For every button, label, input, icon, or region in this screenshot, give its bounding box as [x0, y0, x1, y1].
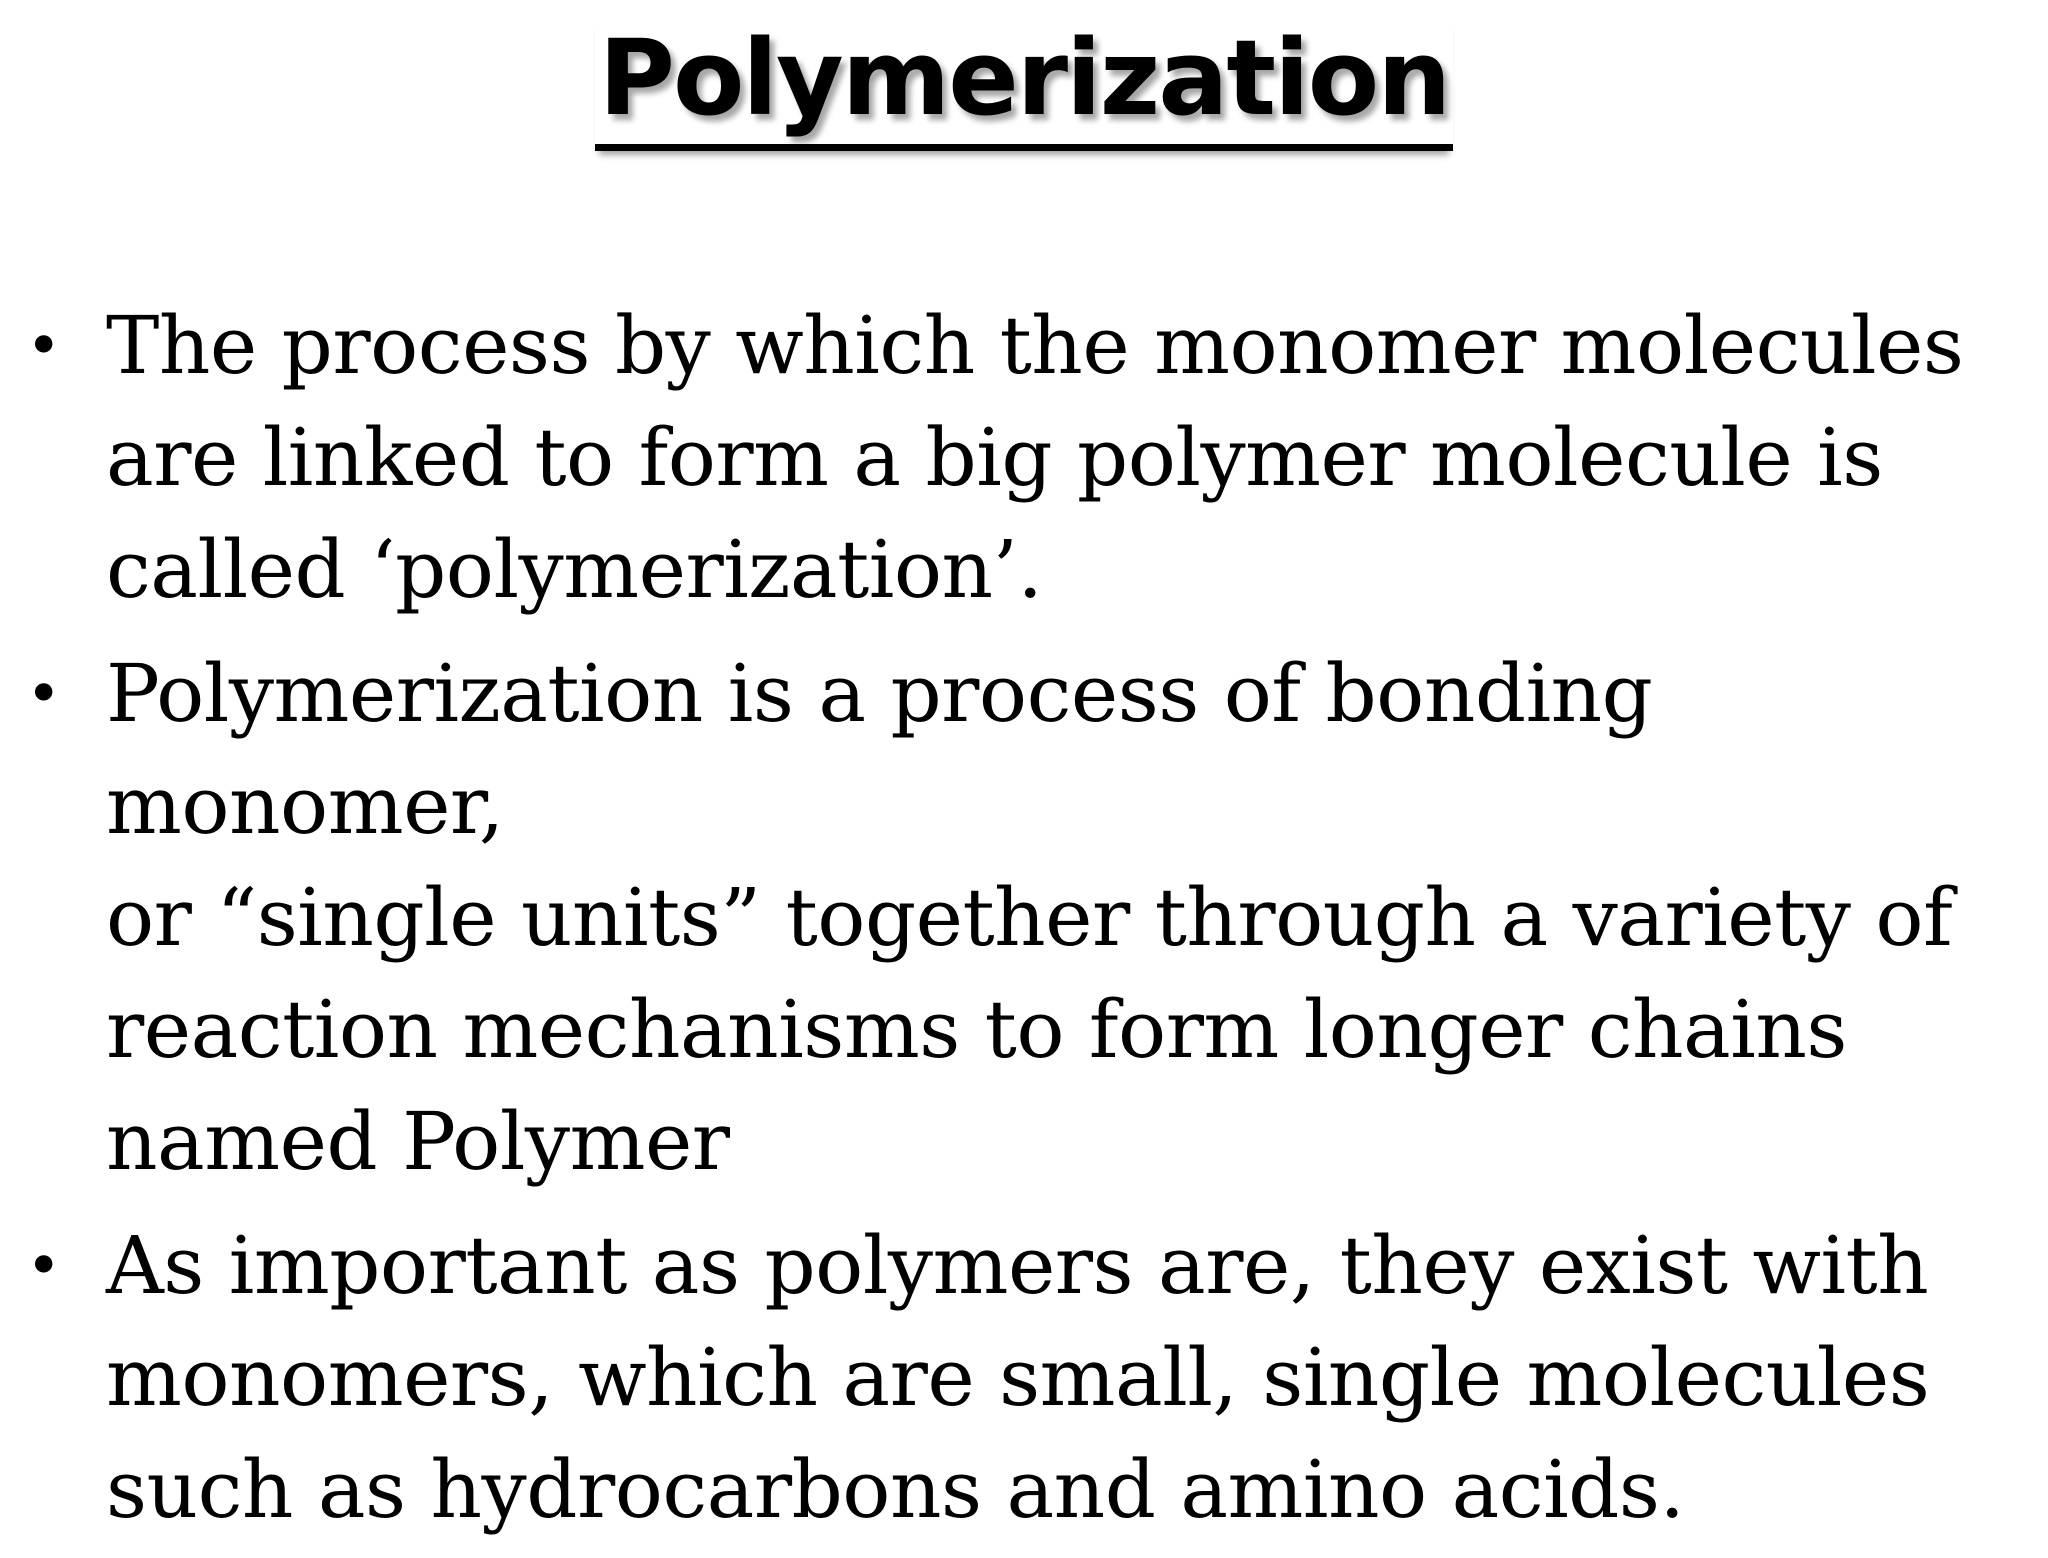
slide-title [0, 18, 2048, 151]
bullet-item [0, 1210, 2006, 1546]
bullet-item [0, 638, 2006, 1198]
bullet-text: The process by which the monomer molecules are linked to form a big polymer molecule is called ‘polymerization’. [106, 299, 1964, 616]
bullet-text: Polymerization is a process of bonding monomer, or “single units” together through a variety of reaction mechanisms to form longer chains named Polymer [106, 647, 1953, 1188]
slide-title-text: Polymerization [595, 18, 1454, 151]
bullet-list [0, 290, 2048, 1558]
bullet-text: As important as polymers are, they exist with monomers, which are small, single molecules such as hydrocarbons and amino acids. [106, 1219, 1930, 1536]
bullet-marker-icon: • [26, 311, 61, 381]
bullet-marker-icon: • [26, 659, 61, 729]
bullet-marker-icon: • [26, 1231, 61, 1301]
bullet-item [0, 290, 2006, 626]
